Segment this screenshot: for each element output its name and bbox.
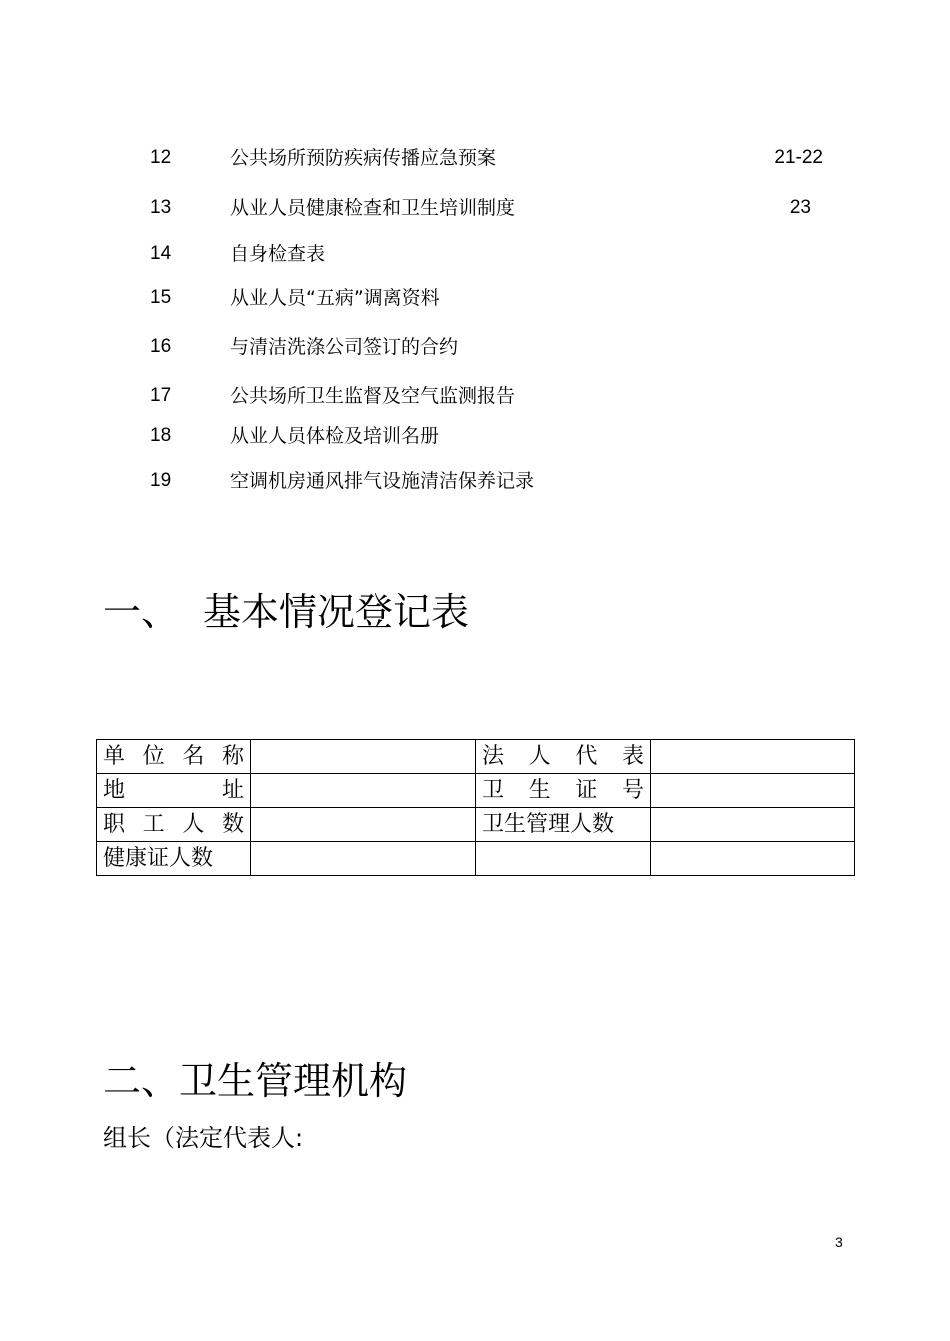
toc-title: 从业人员健康检查和卫生培训制度 [230, 197, 516, 219]
section1-title: 基本情况登记表 [203, 590, 470, 634]
table-row [97, 842, 855, 876]
toc-title: 从业人员“五病”调离资料 [230, 287, 440, 309]
health-mgmt-field[interactable] [651, 808, 855, 842]
toc-number: 12 [150, 147, 172, 168]
toc-title: 空调机房通风排气设施清洁保养记录 [230, 470, 535, 492]
empty-cell[interactable] [651, 842, 855, 876]
health-card-label: 健康证人数 [103, 846, 214, 871]
health-mgmt-label: 卫生管理人数 [482, 812, 615, 837]
label-unit-name [97, 740, 251, 774]
legal-rep-field[interactable] [651, 740, 855, 774]
table-row [97, 740, 855, 774]
staff-count-field[interactable] [251, 808, 476, 842]
empty-cell[interactable] [476, 842, 651, 876]
label-health-mgmt [476, 808, 651, 842]
table-of-contents [0, 0, 950, 520]
toc-row [0, 381, 950, 411]
toc-row [0, 143, 950, 173]
section2-title: 二、卫生管理机构 [103, 1059, 408, 1103]
toc-number: 15 [150, 287, 172, 308]
health-cert-field[interactable] [651, 774, 855, 808]
toc-title: 从业人员体检及培训名册 [230, 425, 440, 447]
label-staff-count [97, 808, 251, 842]
table-row [97, 808, 855, 842]
staff-count-label: 职 工 人 数 [103, 812, 244, 837]
toc-row [0, 332, 950, 362]
toc-row [0, 193, 950, 223]
toc-row [0, 421, 950, 451]
label-legal-rep [476, 740, 651, 774]
label-health-cert [476, 774, 651, 808]
toc-number: 16 [150, 336, 172, 357]
toc-title: 公共场所预防疾病传播应急预案 [230, 147, 497, 169]
unit-name-label: 单 位 名 称 [103, 744, 244, 769]
label-address [97, 774, 251, 808]
address-label-part2: 址 [221, 778, 244, 803]
toc-number: 13 [150, 197, 172, 218]
toc-page: 23 [789, 197, 811, 218]
leader-line: 组长（法定代表人: [103, 1124, 304, 1152]
health-card-field[interactable] [251, 842, 476, 876]
toc-number: 19 [150, 470, 172, 491]
table-row [97, 774, 855, 808]
toc-title: 自身检查表 [230, 243, 326, 265]
health-cert-label: 卫 生 证 号 [482, 778, 644, 803]
label-health-card [97, 842, 251, 876]
toc-row [0, 283, 950, 313]
toc-number: 14 [150, 243, 172, 264]
toc-page: 21-22 [774, 147, 823, 168]
page-number: 3 [835, 1234, 843, 1250]
toc-number: 18 [150, 425, 172, 446]
unit-name-field[interactable] [251, 740, 476, 774]
address-label [103, 774, 244, 807]
address-field[interactable] [251, 774, 476, 808]
address-label-part1: 地 [103, 778, 126, 803]
legal-rep-label: 法 人 代 表 [482, 744, 644, 769]
toc-title: 公共场所卫生监督及空气监测报告 [230, 385, 516, 407]
toc-row [0, 239, 950, 269]
section1-number: 一、 [103, 590, 180, 634]
basic-info-table [96, 739, 855, 876]
toc-number: 17 [150, 385, 172, 406]
toc-row [0, 466, 950, 496]
toc-title: 与清洁洗涤公司签订的合约 [230, 336, 459, 358]
